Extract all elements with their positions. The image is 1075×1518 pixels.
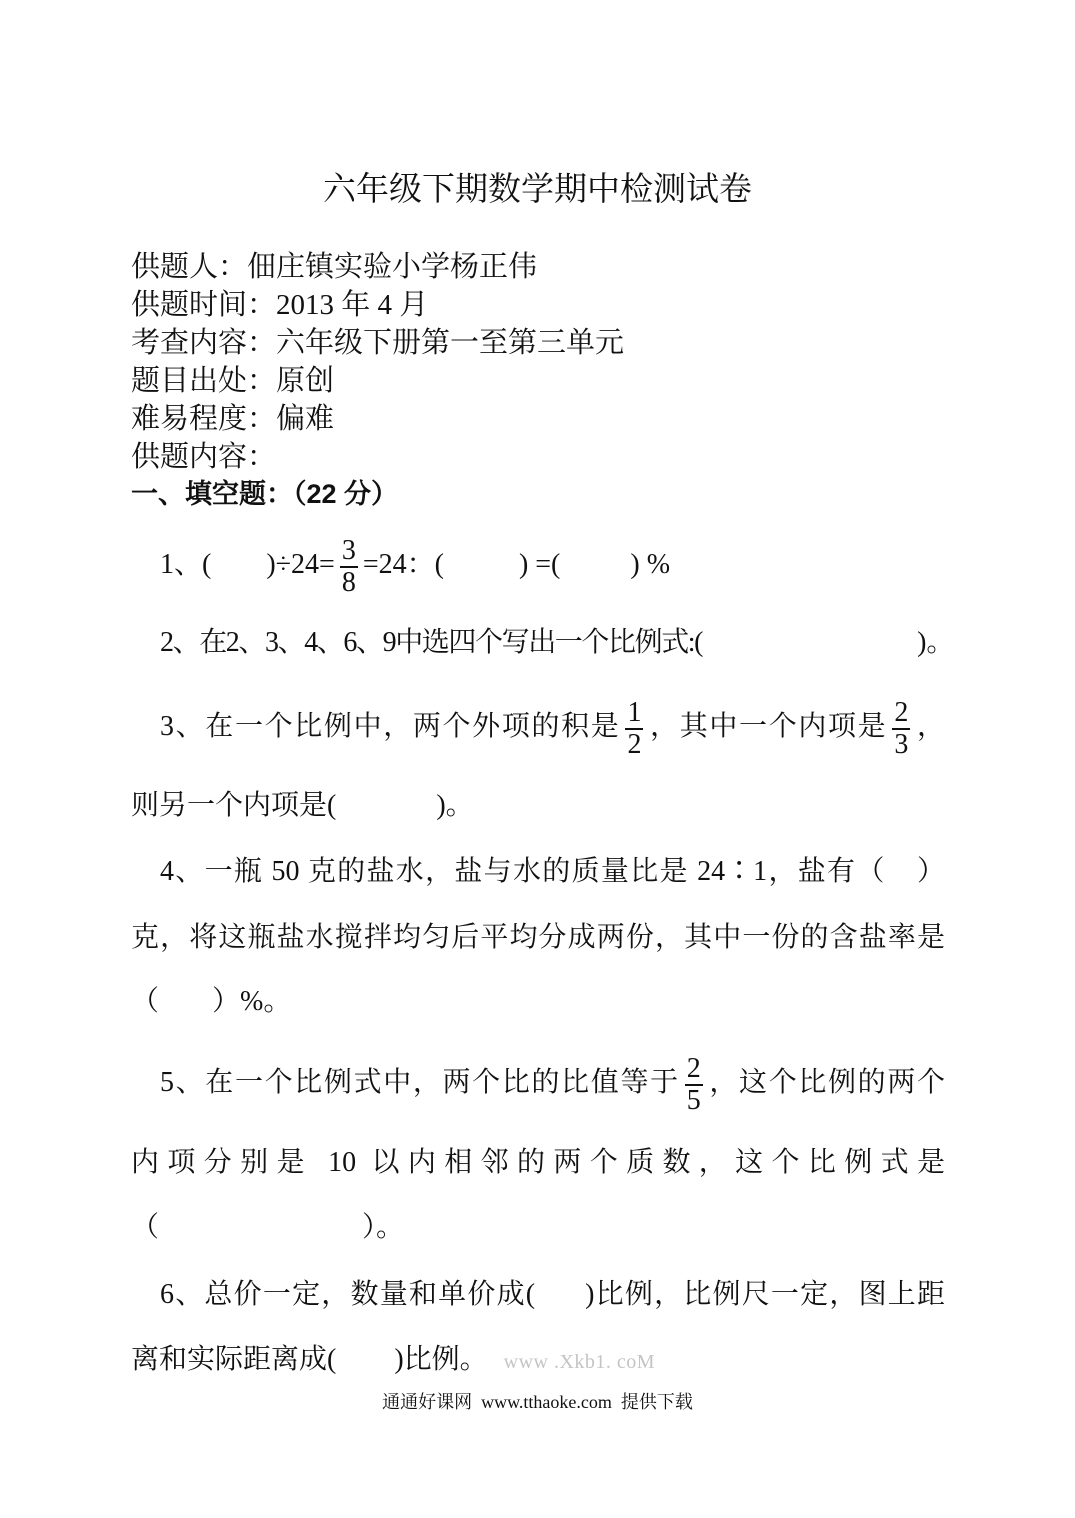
q6-text: )比例，比例尺一定，图上距 bbox=[585, 1279, 946, 1310]
q6-text: 6、总价一定，数量和单价成( bbox=[160, 1279, 536, 1310]
question-5-line-2 bbox=[131, 1128, 945, 1198]
q3-text: ，其中一个内项是 bbox=[648, 711, 888, 742]
fraction-denominator: 5 bbox=[686, 1084, 701, 1116]
fraction-numerator: 3 bbox=[341, 534, 356, 566]
q5-text: ，这个比例的两个 bbox=[707, 1067, 945, 1098]
q3-text: 3、在一个比例中，两个外项的积是 bbox=[160, 711, 621, 742]
q6-text: 离和实际距离成( bbox=[131, 1344, 337, 1375]
question-2 bbox=[160, 608, 954, 678]
section-fill-in-blank-heading: 一、填空题：（22 分） bbox=[131, 479, 399, 509]
fraction bbox=[625, 696, 643, 760]
q2-text: 2、在2、3、4、6、9中选四个写出一个比例式:( bbox=[160, 627, 703, 658]
info-scope: 考查内容：六年级下册第一至第三单元 bbox=[131, 327, 625, 359]
page-footer: 通通好课网 www.tthaoke.com 提供下载 bbox=[382, 1392, 693, 1412]
info-date: 供题时间：2013 年 4 月 bbox=[131, 289, 429, 321]
watermark-text: www .Xkb1. coM bbox=[503, 1351, 656, 1373]
question-4-line-1 bbox=[160, 837, 945, 907]
q3-text: 则另一个内项是( bbox=[131, 790, 337, 821]
answer-blank bbox=[444, 566, 519, 567]
q3-text: )。 bbox=[436, 790, 474, 821]
exam-info bbox=[131, 248, 624, 476]
answer-blank bbox=[886, 873, 916, 874]
q4-text: 克，将这瓶盐水搅拌均匀后平均分成两份，其中一份的含盐率是 bbox=[131, 922, 945, 953]
info-difficulty: 难易程度：偏难 bbox=[131, 403, 335, 435]
question-3-line-2 bbox=[131, 771, 474, 841]
exam-title: 六年级下期数学期中检测试卷 bbox=[323, 172, 752, 208]
fraction-numerator: 1 bbox=[627, 696, 642, 728]
question-1 bbox=[160, 530, 670, 600]
q5-text: 内项分别是 10 以内相邻的两个质数，这个比例式是 bbox=[131, 1147, 945, 1178]
q2-text: )。 bbox=[917, 627, 955, 658]
fraction-denominator: 8 bbox=[341, 566, 356, 598]
fraction bbox=[685, 1052, 703, 1116]
q4-text: ） bbox=[915, 856, 945, 887]
answer-blank bbox=[336, 1361, 394, 1362]
answer-blank bbox=[159, 1003, 212, 1004]
answer-blank bbox=[702, 644, 917, 645]
question-4-line-3 bbox=[131, 967, 291, 1037]
q1-text: =24：( bbox=[362, 549, 444, 580]
fraction-numerator: 2 bbox=[894, 696, 909, 728]
q4-text: 4、一瓶 50 克的盐水，盐与水的质量比是 24∶1，盐有（ bbox=[160, 856, 886, 887]
question-4-line-2 bbox=[131, 903, 945, 973]
fraction-denominator: 3 bbox=[894, 728, 909, 760]
info-content: 供题内容： bbox=[131, 441, 277, 473]
q1-text: 1、( bbox=[160, 549, 212, 580]
answer-blank bbox=[211, 566, 266, 567]
fraction bbox=[340, 534, 358, 598]
fraction bbox=[892, 696, 910, 760]
fraction-denominator: 2 bbox=[627, 728, 642, 760]
q6-text: )比例。 bbox=[394, 1344, 488, 1375]
answer-blank bbox=[336, 807, 436, 808]
q4-text: ）%。 bbox=[212, 986, 292, 1017]
question-6-line-2 bbox=[131, 1325, 655, 1395]
q5-text: （ bbox=[131, 1212, 160, 1243]
answer-blank bbox=[560, 566, 630, 567]
answer-blank bbox=[159, 1229, 362, 1230]
question-5-line-1 bbox=[160, 1048, 945, 1118]
fraction-numerator: 2 bbox=[686, 1052, 701, 1084]
q3-text: ， bbox=[915, 711, 945, 742]
question-6-line-1 bbox=[160, 1260, 945, 1330]
info-author: 供题人：佃庄镇实验小学杨正伟 bbox=[131, 251, 538, 283]
q5-text: ）。 bbox=[362, 1212, 405, 1243]
q1-text: ) % bbox=[630, 549, 671, 580]
q4-text: （ bbox=[131, 986, 160, 1017]
answer-blank bbox=[535, 1296, 585, 1297]
q5-text: 5、在一个比例式中，两个比的比值等于 bbox=[160, 1067, 680, 1098]
q1-text: ) =( bbox=[518, 549, 561, 580]
q1-text: )÷24= bbox=[266, 549, 335, 580]
info-source: 题目出处：原创 bbox=[131, 365, 335, 397]
question-5-line-3 bbox=[131, 1193, 404, 1263]
question-3-line-1 bbox=[160, 692, 945, 762]
